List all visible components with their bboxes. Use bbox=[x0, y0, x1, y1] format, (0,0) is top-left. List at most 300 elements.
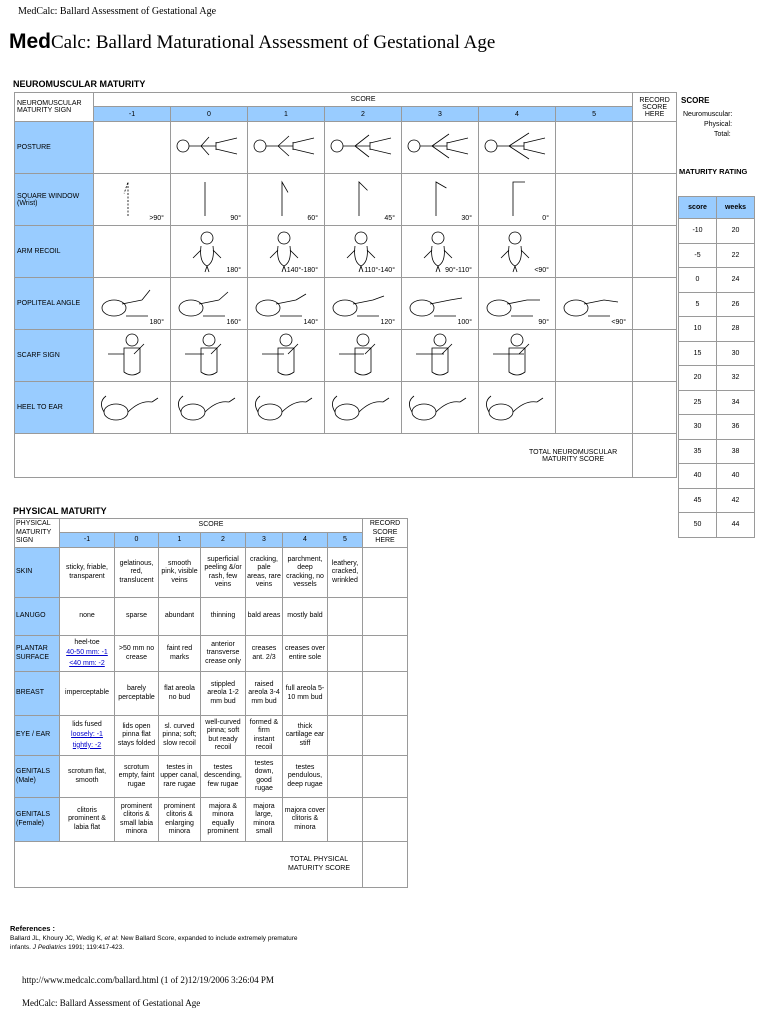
phys-score-col-2: 1 bbox=[159, 533, 201, 548]
nm-cell-square-4[interactable] bbox=[402, 174, 479, 226]
maturity-score: -10 bbox=[679, 219, 717, 244]
phys-score-col-5: 4 bbox=[283, 533, 328, 548]
phys-cell-genitals-male-4[interactable] bbox=[246, 756, 283, 798]
title-rest: Calc: Ballard Maturational Assessment of Gestational Age bbox=[51, 32, 496, 53]
nm-score-col-1: 0 bbox=[171, 107, 248, 122]
maturity-row bbox=[679, 341, 755, 366]
maturity-row bbox=[679, 488, 755, 513]
nm-record-posture[interactable] bbox=[633, 122, 677, 174]
footer-title: MedCalc: Ballard Assessment of Gestational Age bbox=[22, 998, 201, 1008]
maturity-row bbox=[679, 366, 755, 391]
maturity-weeks: 26 bbox=[717, 292, 755, 317]
nm-cell-heel-6[interactable] bbox=[556, 382, 633, 434]
maturity-score: 20 bbox=[679, 366, 717, 391]
maturity-score: 10 bbox=[679, 317, 717, 342]
phys-total-input[interactable] bbox=[363, 842, 408, 888]
phys-text-lanugo-2: abundant bbox=[164, 612, 195, 620]
maturity-score: 5 bbox=[679, 292, 717, 317]
neuromuscular-table bbox=[14, 92, 677, 478]
neuromuscular-section-title: NEUROMUSCULAR MATURITY bbox=[13, 79, 146, 89]
phys-cell-plantar-3[interactable] bbox=[201, 636, 246, 672]
phys-cell-lanugo-4[interactable] bbox=[246, 598, 283, 636]
nm-cell-heel-1[interactable] bbox=[171, 382, 248, 434]
maturity-weeks: 34 bbox=[717, 390, 755, 415]
maturity-score: 35 bbox=[679, 439, 717, 464]
nm-cell-arm-3[interactable] bbox=[325, 226, 402, 278]
maturity-row bbox=[679, 219, 755, 244]
phys-cell-breast-1[interactable] bbox=[115, 672, 159, 716]
phys-cell-plantar-5[interactable] bbox=[283, 636, 328, 672]
phys-cell-eye-ear-0[interactable] bbox=[60, 716, 115, 756]
nm-cell-popliteal-4[interactable] bbox=[402, 278, 479, 330]
reference-line-2 bbox=[10, 944, 410, 953]
ref-authors: Ballard JL, Khoury JC, Wedig K, bbox=[10, 935, 105, 942]
phys-score-col-1: 0 bbox=[115, 533, 159, 548]
phys-link-plantar-1[interactable]: <40 mm: -2 bbox=[69, 659, 105, 667]
heel-figure-2 bbox=[248, 382, 324, 432]
maturity-score: 0 bbox=[679, 268, 717, 293]
phys-text-skin-1: gelatinous, red, translucent bbox=[119, 559, 154, 584]
phys-cell-eye-ear-3[interactable] bbox=[201, 716, 246, 756]
phys-cell-eye-ear-2[interactable] bbox=[159, 716, 201, 756]
nm-cell-posture-3[interactable] bbox=[325, 122, 402, 174]
score-total-label: Total: bbox=[714, 131, 731, 138]
nm-caption-popliteal-4: 100° bbox=[457, 319, 472, 326]
phys-cell-skin-2[interactable] bbox=[159, 548, 201, 598]
phys-sign-eye-ear: EYE / EAR bbox=[15, 716, 60, 756]
nm-cell-scarf-1[interactable] bbox=[171, 330, 248, 382]
phys-text-plantar-0: heel-toe bbox=[74, 638, 100, 646]
phys-text-skin-2: smooth pink, visible veins bbox=[161, 559, 198, 584]
ref-title: : New Ballard Score, expanded to include extremely premature bbox=[116, 935, 298, 942]
phys-score-col-3: 2 bbox=[201, 533, 246, 548]
nm-row-heel bbox=[15, 382, 677, 434]
phys-text-genitals-male-3: testes descending, few rugae bbox=[204, 763, 242, 788]
phys-text-skin-3: superficial peeling &/or rash, few veins bbox=[204, 555, 242, 588]
phys-text-genitals-female-2: prominent clitoris & enlarging minora bbox=[163, 802, 196, 835]
maturity-score: 30 bbox=[679, 415, 717, 440]
phys-cell-genitals-female-2[interactable] bbox=[159, 798, 201, 842]
nm-record-arm[interactable] bbox=[633, 226, 677, 278]
scarf-figure-5 bbox=[479, 330, 555, 380]
phys-cell-plantar-1[interactable] bbox=[115, 636, 159, 672]
phys-sign-skin: SKIN bbox=[15, 548, 60, 598]
nm-row-square bbox=[15, 174, 677, 226]
nm-cell-square-3[interactable] bbox=[325, 174, 402, 226]
maturity-score: 25 bbox=[679, 390, 717, 415]
phys-cell-lanugo-3[interactable] bbox=[201, 598, 246, 636]
phys-cell-skin-1[interactable] bbox=[115, 548, 159, 598]
phys-score-col-6: 5 bbox=[328, 533, 363, 548]
phys-row-eye-ear bbox=[15, 716, 408, 756]
nm-header-sign: NEUROMUSCULAR MATURITY SIGN bbox=[15, 93, 94, 122]
phys-record-lanugo[interactable] bbox=[363, 598, 408, 636]
phys-record-genitals-female[interactable] bbox=[363, 798, 408, 842]
phys-cell-eye-ear-5[interactable] bbox=[283, 716, 328, 756]
posture-figure-4 bbox=[402, 122, 478, 172]
phys-sign-genitals-male: GENITALS (Male) bbox=[15, 756, 60, 798]
maturity-weeks: 44 bbox=[717, 513, 755, 538]
scarf-figure-3 bbox=[325, 330, 401, 380]
maturity-weeks: 32 bbox=[717, 366, 755, 391]
ref-citation: 1991; 119:417-423. bbox=[66, 943, 125, 951]
nm-sign-arm: ARM RECOIL bbox=[15, 226, 94, 278]
score-physical-label: Physical: bbox=[704, 121, 733, 128]
nm-cell-popliteal-3[interactable] bbox=[325, 278, 402, 330]
phys-cell-breast-2[interactable] bbox=[159, 672, 201, 716]
phys-text-genitals-male-0: scrotum flat, smooth bbox=[67, 768, 107, 784]
posture-figure-2 bbox=[248, 122, 324, 172]
nm-caption-popliteal-5: 90° bbox=[538, 319, 549, 326]
nm-cell-scarf-6[interactable] bbox=[556, 330, 633, 382]
phys-cell-skin-0[interactable] bbox=[60, 548, 115, 598]
phys-row-skin bbox=[15, 548, 408, 598]
nm-cell-popliteal-5[interactable] bbox=[479, 278, 556, 330]
scarf-figure-1 bbox=[171, 330, 247, 380]
maturity-row bbox=[679, 390, 755, 415]
phys-text-skin-6: leathery, cracked, wrinkled bbox=[331, 559, 359, 584]
maturity-weeks: 42 bbox=[717, 488, 755, 513]
maturity-weeks: 24 bbox=[717, 268, 755, 293]
phys-cell-genitals-male-1[interactable] bbox=[115, 756, 159, 798]
nm-row-posture bbox=[15, 122, 677, 174]
phys-cell-skin-3[interactable] bbox=[201, 548, 246, 598]
phys-record-skin[interactable] bbox=[363, 548, 408, 598]
phys-text-skin-4: cracking, pale areas, rare veins bbox=[247, 555, 281, 588]
nm-caption-square-1: 90° bbox=[230, 215, 241, 222]
maturity-rating-title: MATURITY RATING bbox=[679, 167, 748, 176]
maturity-score: -5 bbox=[679, 243, 717, 268]
phys-cell-genitals-male-6[interactable] bbox=[328, 756, 363, 798]
phys-record-plantar[interactable] bbox=[363, 636, 408, 672]
maturity-row bbox=[679, 268, 755, 293]
phys-row-plantar bbox=[15, 636, 408, 672]
nm-cell-heel-3[interactable] bbox=[325, 382, 402, 434]
nm-cell-popliteal-6[interactable] bbox=[556, 278, 633, 330]
nm-caption-square-3: 45° bbox=[384, 215, 395, 222]
nm-sign-square: SQUARE WINDOW (Wrist) bbox=[15, 174, 94, 226]
nm-cell-posture-2[interactable] bbox=[248, 122, 325, 174]
phys-text-genitals-female-3: majora & minora equally prominent bbox=[207, 802, 239, 835]
nm-cell-square-2[interactable] bbox=[248, 174, 325, 226]
phys-text-genitals-male-4: testes down, good rugae bbox=[254, 759, 274, 792]
phys-cell-lanugo-1[interactable] bbox=[115, 598, 159, 636]
nm-score-col-2: 1 bbox=[248, 107, 325, 122]
nm-cell-heel-4[interactable] bbox=[402, 382, 479, 434]
heel-figure-4 bbox=[402, 382, 478, 432]
page-title bbox=[9, 30, 495, 54]
nm-sign-posture: POSTURE bbox=[15, 122, 94, 174]
nm-cell-scarf-0[interactable] bbox=[94, 330, 171, 382]
phys-sign-breast: BREAST bbox=[15, 672, 60, 716]
nm-sign-popliteal: POPLITEAL ANGLE bbox=[15, 278, 94, 330]
phys-text-eye-ear-0: lids fused bbox=[72, 720, 102, 728]
heel-figure-1 bbox=[171, 382, 247, 432]
maturity-score: 15 bbox=[679, 341, 717, 366]
phys-sign-plantar: PLANTAR SURFACE bbox=[15, 636, 60, 672]
phys-link-plantar-0[interactable]: 40-50 mm: -1 bbox=[66, 649, 108, 657]
maturity-weeks: 36 bbox=[717, 415, 755, 440]
references-title: References : bbox=[10, 924, 56, 933]
nm-score-col-4: 3 bbox=[402, 107, 479, 122]
phys-text-plantar-1: >50 mm no crease bbox=[118, 645, 155, 661]
maturity-weeks: 22 bbox=[717, 243, 755, 268]
phys-cell-lanugo-6[interactable] bbox=[328, 598, 363, 636]
nm-caption-arm-2: 140°-180° bbox=[286, 267, 318, 274]
phys-cell-eye-ear-6[interactable] bbox=[328, 716, 363, 756]
phys-text-breast-1: barely perceptable bbox=[118, 685, 155, 701]
nm-record-popliteal[interactable] bbox=[633, 278, 677, 330]
phys-cell-plantar-0[interactable] bbox=[60, 636, 115, 672]
phys-cell-genitals-male-3[interactable] bbox=[201, 756, 246, 798]
nm-record-heel[interactable] bbox=[633, 382, 677, 434]
maturity-row bbox=[679, 292, 755, 317]
phys-header-score: SCORE bbox=[60, 519, 363, 533]
maturity-header-weeks: weeks bbox=[717, 197, 755, 219]
nm-cell-arm-0[interactable] bbox=[94, 226, 171, 278]
ref-infants: infants. bbox=[10, 943, 33, 951]
phys-cell-breast-6[interactable] bbox=[328, 672, 363, 716]
maturity-score: 50 bbox=[679, 513, 717, 538]
nm-caption-square-4: 30° bbox=[461, 215, 472, 222]
phys-cell-genitals-male-2[interactable] bbox=[159, 756, 201, 798]
nm-caption-popliteal-2: 140° bbox=[303, 319, 318, 326]
scarf-figure-0 bbox=[94, 330, 170, 380]
phys-text-skin-0: sticky, friable, transparent bbox=[66, 564, 108, 580]
nm-cell-posture-6[interactable] bbox=[556, 122, 633, 174]
nm-cell-popliteal-1[interactable] bbox=[171, 278, 248, 330]
nm-row-scarf bbox=[15, 330, 677, 382]
phys-text-plantar-3: anterior transverse crease only bbox=[205, 640, 241, 665]
posture-figure-1 bbox=[171, 122, 247, 172]
maturity-score: 40 bbox=[679, 464, 717, 489]
phys-header-sign: PHYSICAL MATURITY SIGN bbox=[15, 519, 60, 548]
nm-caption-arm-1: 180° bbox=[226, 267, 241, 274]
nm-caption-arm-3: 110°-140° bbox=[364, 267, 395, 274]
heel-figure-0 bbox=[94, 382, 170, 432]
phys-text-genitals-male-1: scrotum empty, faint rugae bbox=[118, 763, 155, 788]
maturity-rating-table bbox=[678, 196, 755, 538]
ref-journal: J Pediatrics bbox=[32, 943, 67, 951]
phys-cell-plantar-6[interactable] bbox=[328, 636, 363, 672]
phys-cell-genitals-male-0[interactable] bbox=[60, 756, 115, 798]
maturity-row bbox=[679, 317, 755, 342]
phys-text-lanugo-4: bald areas bbox=[247, 612, 281, 620]
nm-cell-heel-0[interactable] bbox=[94, 382, 171, 434]
phys-cell-lanugo-2[interactable] bbox=[159, 598, 201, 636]
phys-record-genitals-male[interactable] bbox=[363, 756, 408, 798]
phys-cell-lanugo-5[interactable] bbox=[283, 598, 328, 636]
phys-header-record: RECORD SCORE HERE bbox=[363, 519, 408, 548]
nm-record-square[interactable] bbox=[633, 174, 677, 226]
maturity-weeks: 20 bbox=[717, 219, 755, 244]
maturity-weeks: 38 bbox=[717, 439, 755, 464]
nm-header-record: RECORD SCORE HERE bbox=[633, 93, 677, 122]
nm-cell-arm-1[interactable] bbox=[171, 226, 248, 278]
phys-text-genitals-female-5: majora cover clitoris & minora bbox=[284, 806, 326, 831]
nm-cell-scarf-4[interactable] bbox=[402, 330, 479, 382]
phys-text-breast-5: full areola 5-10 mm bud bbox=[285, 685, 325, 701]
phys-sign-genitals-female: GENITALS (Female) bbox=[15, 798, 60, 842]
nm-cell-scarf-2[interactable] bbox=[248, 330, 325, 382]
ref-etal: et al bbox=[104, 935, 117, 942]
nm-cell-square-0[interactable] bbox=[94, 174, 171, 226]
phys-text-plantar-4: creases ant. 2/3 bbox=[251, 645, 277, 661]
nm-row-popliteal bbox=[15, 278, 677, 330]
phys-row-breast bbox=[15, 672, 408, 716]
nm-header-score: SCORE bbox=[94, 93, 633, 107]
phys-text-lanugo-3: thinning bbox=[210, 612, 236, 620]
nm-score-col-3: 2 bbox=[325, 107, 402, 122]
physical-table bbox=[14, 518, 408, 888]
nm-cell-arm-4[interactable] bbox=[402, 226, 479, 278]
phys-text-skin-5: parchment, deep cracking, no vessels bbox=[286, 555, 324, 588]
nm-cell-posture-1[interactable] bbox=[171, 122, 248, 174]
nm-cell-square-5[interactable] bbox=[479, 174, 556, 226]
scarf-figure-2 bbox=[248, 330, 324, 380]
phys-text-eye-ear-3: well-curved pinna; soft but ready recoil bbox=[205, 718, 241, 751]
nm-cell-popliteal-0[interactable] bbox=[94, 278, 171, 330]
maturity-weeks: 28 bbox=[717, 317, 755, 342]
nm-cell-arm-5[interactable] bbox=[479, 226, 556, 278]
nm-caption-popliteal-6: <90° bbox=[611, 319, 627, 326]
phys-cell-breast-3[interactable] bbox=[201, 672, 246, 716]
phys-cell-eye-ear-4[interactable] bbox=[246, 716, 283, 756]
score-panel-title: SCORE bbox=[681, 96, 710, 105]
maturity-row bbox=[679, 513, 755, 538]
phys-cell-genitals-female-5[interactable] bbox=[283, 798, 328, 842]
nm-caption-arm-5: <90° bbox=[534, 267, 549, 274]
heel-figure-5 bbox=[479, 382, 555, 432]
reference-line-1 bbox=[10, 935, 410, 944]
references-text bbox=[10, 935, 410, 953]
phys-cell-plantar-2[interactable] bbox=[159, 636, 201, 672]
maturity-weeks: 30 bbox=[717, 341, 755, 366]
nm-cell-popliteal-2[interactable] bbox=[248, 278, 325, 330]
phys-cell-genitals-female-0[interactable] bbox=[60, 798, 115, 842]
score-panel bbox=[678, 96, 754, 138]
nm-cell-heel-2[interactable] bbox=[248, 382, 325, 434]
nm-sign-scarf: SCARF SIGN bbox=[15, 330, 94, 382]
nm-caption-popliteal-1: 160° bbox=[226, 319, 241, 326]
phys-cell-breast-4[interactable] bbox=[246, 672, 283, 716]
title-med: Med bbox=[9, 30, 51, 53]
nm-sign-heel: HEEL TO EAR bbox=[15, 382, 94, 434]
phys-total-label: TOTAL PHYSICAL MATURITY SCORE bbox=[288, 856, 350, 872]
phys-text-breast-2: flat areola no bud bbox=[164, 685, 195, 701]
nm-cell-arm-2[interactable] bbox=[248, 226, 325, 278]
phys-text-plantar-2: faint red marks bbox=[166, 645, 193, 661]
phys-cell-skin-4[interactable] bbox=[246, 548, 283, 598]
nm-cell-heel-5[interactable] bbox=[479, 382, 556, 434]
maturity-header-score: score bbox=[679, 197, 717, 219]
phys-text-genitals-male-5: testes pendulous, deep rugae bbox=[287, 763, 323, 788]
nm-total-input[interactable] bbox=[633, 434, 677, 478]
phys-row-genitals-female bbox=[15, 798, 408, 842]
nm-caption-popliteal-0: 180° bbox=[149, 319, 164, 326]
physical-section-title: PHYSICAL MATURITY bbox=[13, 506, 107, 516]
scarf-figure-4 bbox=[402, 330, 478, 380]
phys-cell-eye-ear-1[interactable] bbox=[115, 716, 159, 756]
maturity-weeks: 40 bbox=[717, 464, 755, 489]
phys-text-eye-ear-4: formed & firm instant recoil bbox=[249, 718, 279, 751]
phys-text-lanugo-0: none bbox=[79, 612, 95, 620]
phys-cell-genitals-female-6[interactable] bbox=[328, 798, 363, 842]
phys-text-plantar-5: creases over entire sole bbox=[284, 645, 326, 661]
maturity-row bbox=[679, 243, 755, 268]
posture-figure-5 bbox=[479, 122, 555, 172]
nm-cell-arm-6[interactable] bbox=[556, 226, 633, 278]
phys-cell-genitals-female-1[interactable] bbox=[115, 798, 159, 842]
phys-text-genitals-male-2: testes in upper canal, rare rugae bbox=[160, 763, 199, 788]
nm-cell-posture-0[interactable] bbox=[94, 122, 171, 174]
phys-text-breast-0: imperceptable bbox=[65, 689, 109, 697]
nm-score-col-6: 5 bbox=[556, 107, 633, 122]
phys-cell-breast-5[interactable] bbox=[283, 672, 328, 716]
nm-caption-square-5: 0° bbox=[542, 215, 549, 222]
phys-text-eye-ear-2: sl. curved pinna; soft; slow recoil bbox=[162, 722, 197, 747]
phys-row-genitals-male bbox=[15, 756, 408, 798]
nm-row-arm bbox=[15, 226, 677, 278]
phys-cell-genitals-male-5[interactable] bbox=[283, 756, 328, 798]
nm-cell-scarf-5[interactable] bbox=[479, 330, 556, 382]
phys-text-genitals-female-4: majora large, minora small bbox=[253, 802, 275, 835]
nm-cell-scarf-3[interactable] bbox=[325, 330, 402, 382]
phys-cell-skin-5[interactable] bbox=[283, 548, 328, 598]
phys-record-breast[interactable] bbox=[363, 672, 408, 716]
phys-text-eye-ear-5: thick cartilage ear stiff bbox=[285, 722, 325, 747]
phys-text-genitals-female-1: prominent clitoris & small labia minora bbox=[119, 802, 154, 835]
phys-link-eye-ear-0[interactable]: loosely: -1 bbox=[71, 731, 103, 739]
phys-cell-lanugo-0[interactable] bbox=[60, 598, 115, 636]
phys-cell-breast-0[interactable] bbox=[60, 672, 115, 716]
nm-cell-posture-4[interactable] bbox=[402, 122, 479, 174]
phys-text-eye-ear-1: lids open pinna flat stays folded bbox=[117, 722, 156, 747]
nm-cell-square-1[interactable] bbox=[171, 174, 248, 226]
posture-figure-3 bbox=[325, 122, 401, 172]
nm-score-col-5: 4 bbox=[479, 107, 556, 122]
phys-text-breast-3: stippled areola 1-2 mm bud bbox=[207, 680, 239, 705]
maturity-row bbox=[679, 415, 755, 440]
nm-record-scarf[interactable] bbox=[633, 330, 677, 382]
heel-figure-3 bbox=[325, 382, 401, 432]
nm-caption-arm-4: 90°-110° bbox=[445, 267, 472, 274]
browser-header: MedCalc: Ballard Assessment of Gestational Age bbox=[18, 6, 217, 17]
phys-cell-skin-6[interactable] bbox=[328, 548, 363, 598]
nm-caption-square-2: 60° bbox=[307, 215, 318, 222]
maturity-row bbox=[679, 439, 755, 464]
footer-url: http://www.medcalc.com/ballard.html (1 of 2)12/19/2006 3:26:04 PM bbox=[22, 975, 274, 985]
phys-cell-plantar-4[interactable] bbox=[246, 636, 283, 672]
nm-caption-square-0: >90° bbox=[149, 215, 164, 222]
phys-record-eye-ear[interactable] bbox=[363, 716, 408, 756]
phys-cell-genitals-female-4[interactable] bbox=[246, 798, 283, 842]
nm-cell-square-6[interactable] bbox=[556, 174, 633, 226]
nm-score-col-0: -1 bbox=[94, 107, 171, 122]
phys-text-genitals-female-0: clitoris prominent & labia flat bbox=[68, 806, 106, 831]
maturity-row bbox=[679, 464, 755, 489]
nm-cell-posture-5[interactable] bbox=[479, 122, 556, 174]
phys-text-lanugo-1: sparse bbox=[125, 612, 147, 620]
phys-link-eye-ear-1[interactable]: tightly: -2 bbox=[72, 741, 102, 749]
phys-sign-lanugo: LANUGO bbox=[15, 598, 60, 636]
phys-cell-genitals-female-3[interactable] bbox=[201, 798, 246, 842]
phys-score-col-4: 3 bbox=[246, 533, 283, 548]
phys-score-col-0: -1 bbox=[60, 533, 115, 548]
phys-text-lanugo-5: mostly bald bbox=[287, 612, 323, 620]
nm-caption-popliteal-3: 120° bbox=[380, 319, 395, 326]
score-neuromuscular-label: Neuromuscular: bbox=[683, 111, 733, 118]
